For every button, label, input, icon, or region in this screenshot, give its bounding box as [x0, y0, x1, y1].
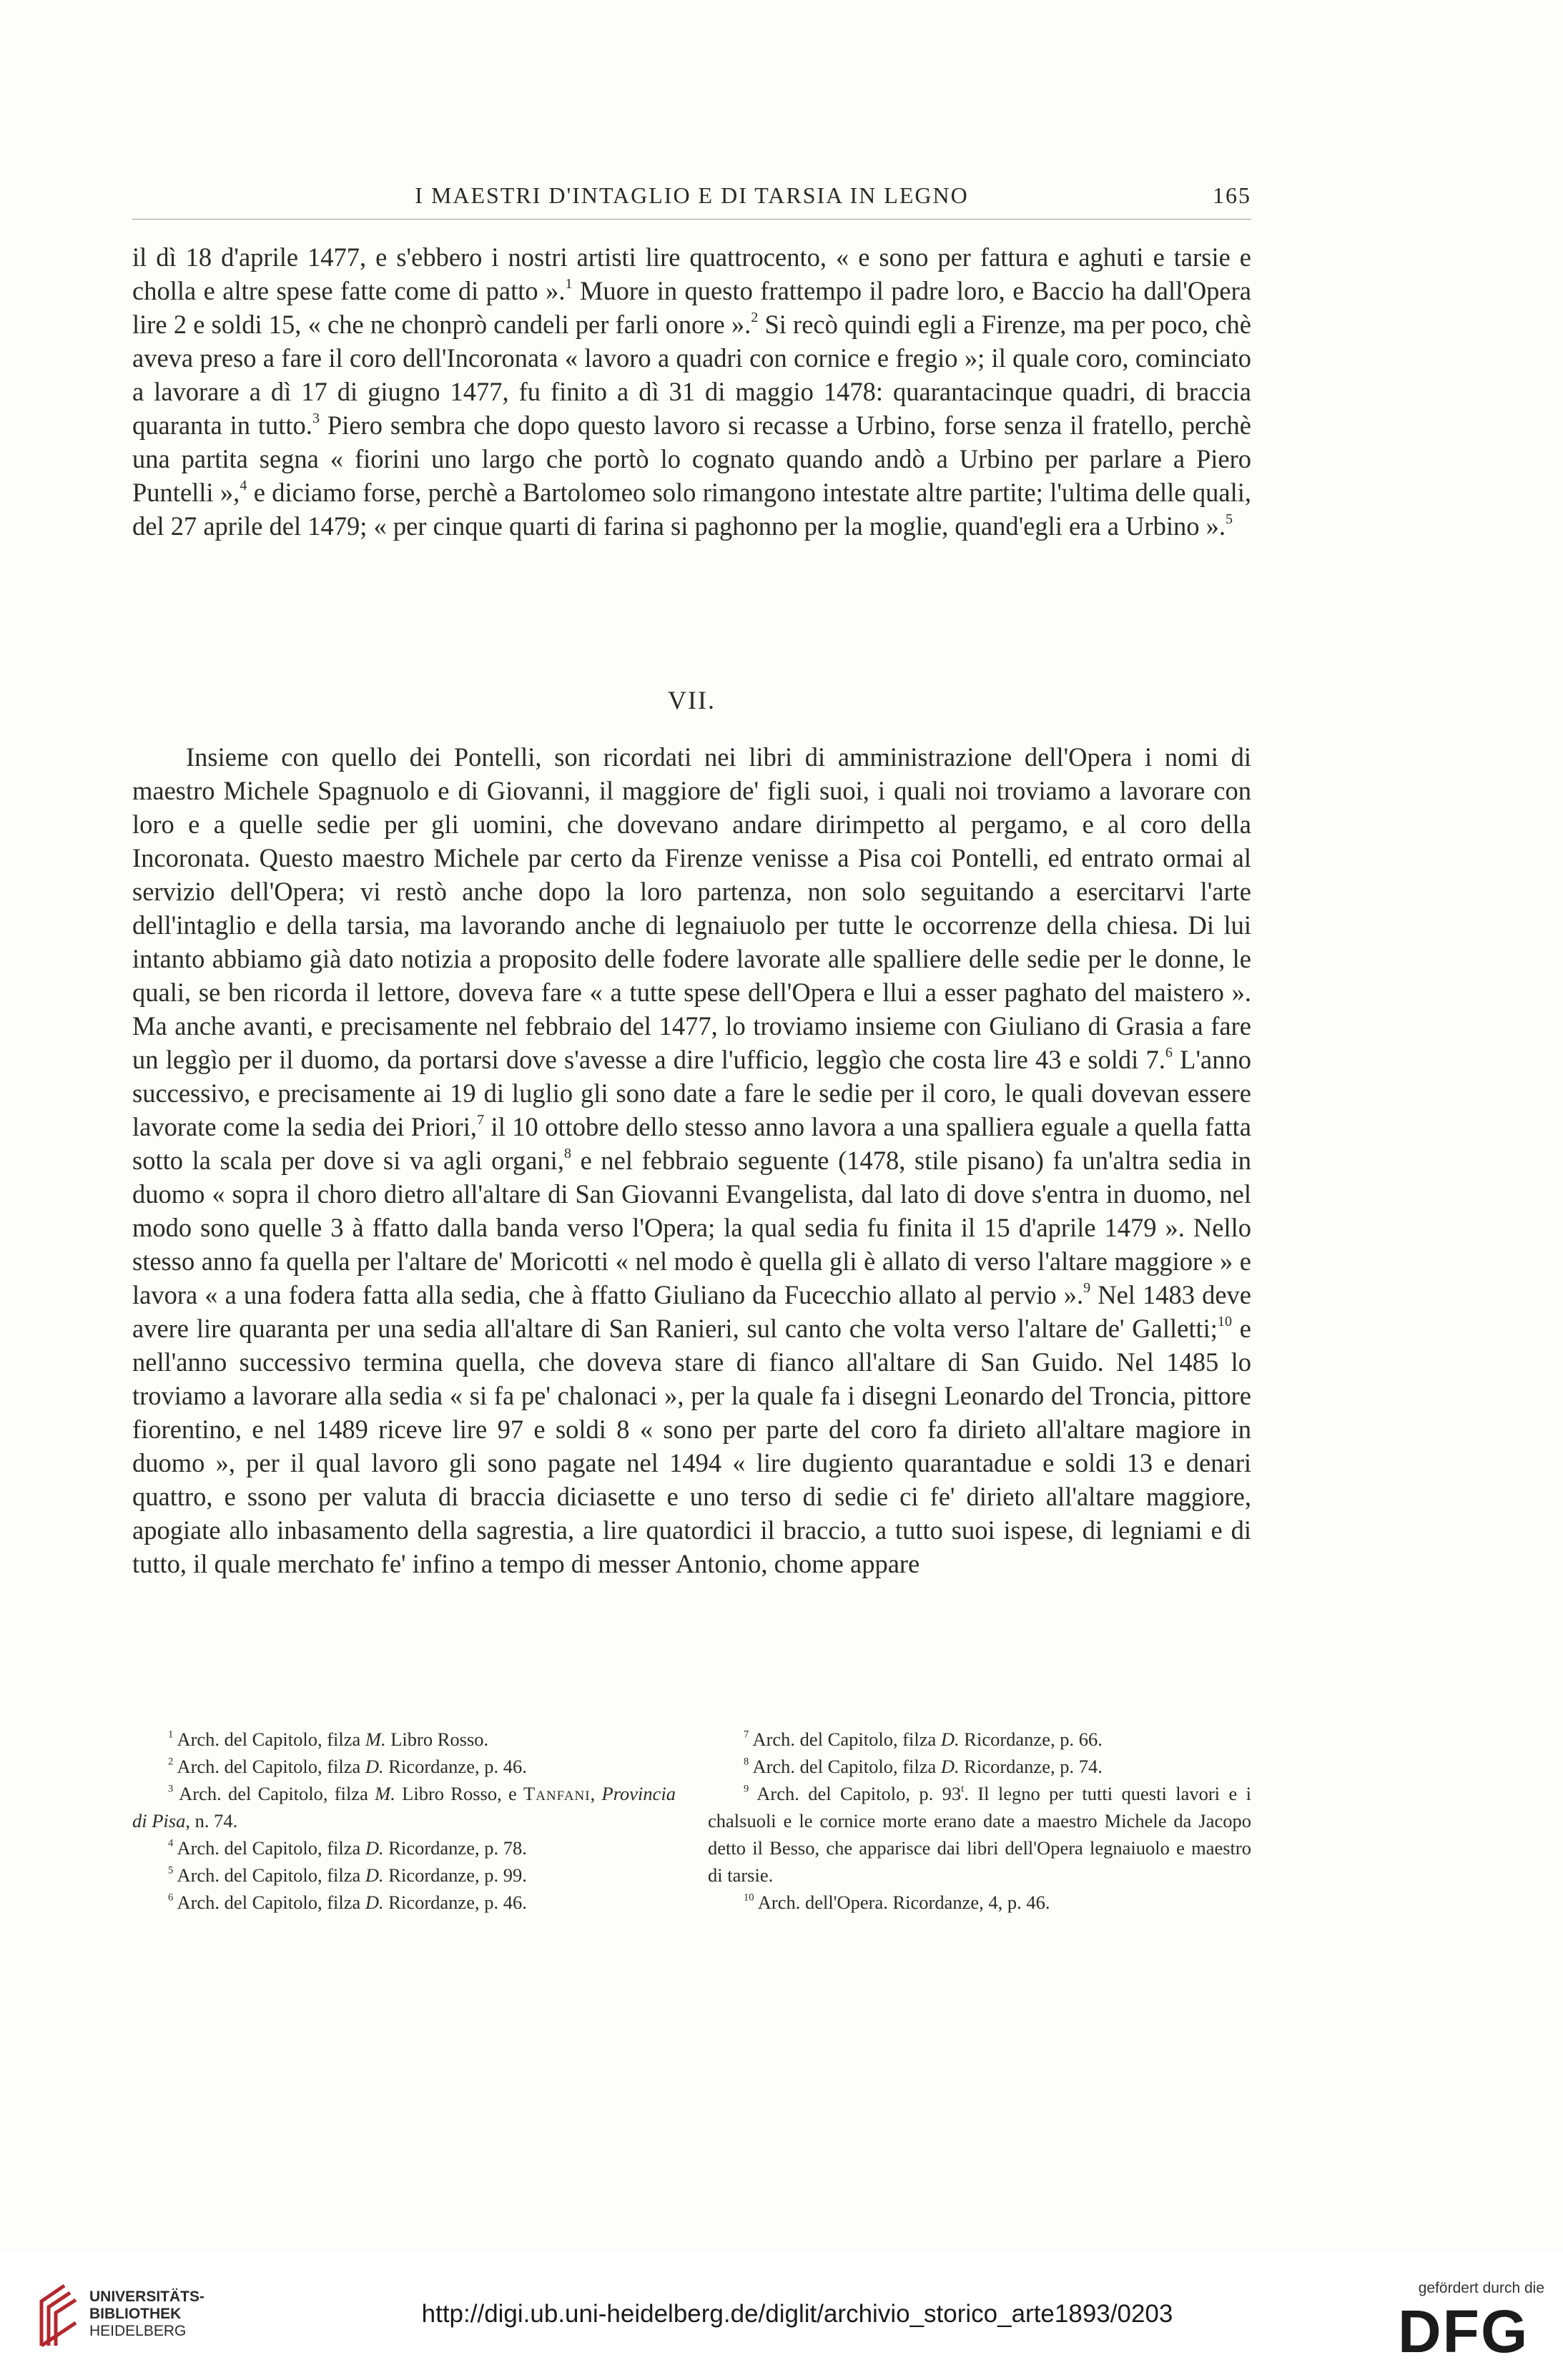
- footnote: [132, 1834, 676, 1862]
- footnote: [132, 1726, 676, 1753]
- paragraph-section-vii: [132, 740, 1251, 1580]
- footnote-ref: 6: [1165, 1044, 1173, 1061]
- source-url-link[interactable]: http://digi.ub.uni-heidelberg.de/diglit/archivio_storico_arte1893/0203: [421, 2300, 1173, 2328]
- footnote-text: ,: [590, 1783, 602, 1804]
- footnote-text: Ricordanze, p. 78.: [383, 1837, 527, 1859]
- footnote: [708, 1726, 1251, 1753]
- footnote-number: 9: [744, 1783, 749, 1795]
- footnote-number: 5: [168, 1864, 174, 1877]
- footnote-text: Arch. dell'Opera. Ricordanze, 4, p. 46.: [757, 1892, 1050, 1913]
- footnote: [708, 1780, 1251, 1889]
- footnote-text: Arch. del Capitolo, filza: [179, 1783, 375, 1804]
- digitization-footer: [0, 2253, 1563, 2380]
- library-name-line: UNIVERSITÄTS-: [89, 2288, 205, 2305]
- footnote-text: , n. 74.: [185, 1810, 238, 1831]
- footnote-italic: D.: [940, 1729, 960, 1750]
- footnote-text: Arch. del Capitolo, filza: [177, 1837, 365, 1859]
- text-run: Si recò quindi egli a Firenze, ma per poco, chè aveva preso a fare il coro dell'Incoronata « lavoro a quadri con cornice e fregio »; il quale coro, cominciato a lavorare a dì 17 di giugno 1477, fu finito a dì 31 di maggio 1478: quarantacinque quadri, di braccia quaranta in tutto.: [132, 310, 1251, 440]
- footnote-number: 1: [168, 1729, 174, 1741]
- footnote-text: Ricordanze, p. 99.: [383, 1864, 527, 1886]
- text-run: e nel febbraio seguente (1478, stile pisano) fa un'altra sedia in duomo « sopra il choro dietro all'altare di San Giovanni Evangelista, dal lato di dove s'entra in duomo, nel modo sono quelle 3 à ffatto dalla banda verso l'Opera; la qual sedia fu finita il 15 d'aprile 1479 ». Nello stesso anno fa quella per l'altare de' Moricotti « nel modo è quella gli è allato di verso l'altare maggiore » e lavora « a una fodera fatta alla sedia, che à ffatto Giuliano da Fucecchio allato al pervio ».: [132, 1146, 1251, 1309]
- footnote-italic: D.: [940, 1756, 960, 1777]
- text-run: Muore in questo frattempo il padre loro, e Baccio ha dall'Opera lire 2 e soldi 15, « che ne chonprò candeli per farli onore ».: [132, 276, 1251, 339]
- footnote-ref: 7: [477, 1111, 485, 1128]
- footnote-ref: 10: [1217, 1313, 1232, 1329]
- footnote-number: 7: [744, 1729, 749, 1741]
- footnote: [132, 1753, 676, 1780]
- library-name-line: BIBLIOTHEK: [89, 2306, 182, 2322]
- footnote-ref: 8: [563, 1145, 571, 1161]
- funded-by-label: gefördert durch die: [1418, 2280, 1544, 2296]
- text-run: e diciamo forse, perchè a Bartolomeo solo rimangono intestate altre partite; l'ultima delle quali, del 27 aprile del 1479; « per cinque quarti di farina si paghonno per la moglie, quand'egli era a Urbino ».: [132, 478, 1251, 541]
- footnote-ref: 9: [1083, 1279, 1091, 1296]
- footnote-ref: 3: [312, 410, 320, 426]
- library-logo-icon: [36, 2280, 82, 2351]
- text-run: Piero sembra che dopo questo lavoro si recasse a Urbino, forse senza il fratello, perchè una partita segna « fiorini uno largo che portò lo cognato quando andò a Urbino per parlare a Piero Puntelli »,: [132, 410, 1251, 507]
- footnote-text: Arch. del Capitolo, filza: [177, 1892, 365, 1913]
- footnote-italic: D.: [365, 1756, 384, 1777]
- footnote-text: Arch. del Capitolo, filza: [752, 1729, 941, 1750]
- footnote-superscript: t: [961, 1783, 965, 1795]
- footnote: [132, 1780, 676, 1834]
- footnote-italic: M.: [365, 1729, 386, 1750]
- footnote-text: Ricordanze, p. 46.: [383, 1892, 527, 1913]
- footnote-text: Ricordanze, p. 74.: [959, 1756, 1103, 1777]
- footnote-text: Ricordanze, p. 66.: [959, 1729, 1103, 1750]
- footnote-italic: Provincia di Pisa: [132, 1783, 676, 1831]
- text-run: e nell'anno successivo termina quella, che doveva stare di fianco all'altare di San Guido. Nel 1485 lo troviamo a lavorare alla sedia « si fa pe' chalonaci », per la quale fa i disegni Leonardo del Troncia, pittore fiorentino, e nel 1489 riceve lire 97 e soldi 8 « sono per parte del coro fa dirieto all'altare magiore in duomo », per il qual lavoro gli sono pagate nel 1494 « lire dugiento quarantadue e soldi 13 e denari quattro, e ssono per valuta di braccia diciasette e uno terso di sedie ci fe' dirieto all'altare maggiore, apogiate allo inbasamento della sagrestia, a lire quatordici il braccio, a tutto suoi ispese, di legniami e di tutto, il quale merchato fe' infino a tempo di messer Antonio, chome appare: [132, 1314, 1251, 1578]
- footnote-number: 8: [744, 1756, 749, 1768]
- footnote-text: Arch. del Capitolo, filza: [177, 1756, 365, 1777]
- text-run: Insieme con quello dei Pontelli, son ricordati nei libri di amministrazione dell'Opera i nomi di maestro Michele Spagnuolo e di Giovanni, il maggiore de' figli suoi, i quali noi troviamo a lavorare con loro e a quelle sedie per gli uomini, che dovevano andare dirimpetto al pergamo, e al coro della Incoronata. Questo maestro Michele par certo da Firenze venisse a Pisa coi Pontelli, ed entrato ormai al servizio dell'Opera; vi restò anche dopo la loro partenza, non solo seguitando a esercitarvi l'arte dell'intaglio e della tarsia, ma lavorando anche di legnaiuolo per tutte le occorrenze della chiesa. Di lui intanto abbiamo già dato notizia a proposito delle fodere lavorate alle spalliere delle sedie per le donne, le quali, se ben ricorda il lettore, doveva fare « a tutte spese dell'Opera e llui a esser paghato del maistero ». Ma anche avanti, e precisamente nel febbraio del 1477, lo troviamo insieme con Giuliano di Grasia a fare un leggìo per il duomo, da portarsi dove s'avesse a dire l'ufficio, leggìo che costa lire 43 e soldi 7.: [132, 742, 1251, 1074]
- dfg-logo: DFG: [1398, 2298, 1529, 2365]
- footnote-text: Libro Rosso, e: [395, 1783, 524, 1804]
- header-rule: [132, 219, 1251, 220]
- footnote-italic: M.: [375, 1783, 395, 1804]
- library-name: [89, 2288, 204, 2340]
- page-number: 165: [1213, 182, 1251, 208]
- footnote: [708, 1753, 1251, 1780]
- running-title: I MAESTRI D'INTAGLIO E DI TARSIA IN LEGNO: [415, 182, 969, 208]
- footnote-number: 6: [168, 1892, 174, 1904]
- footnote-text: Arch. del Capitolo, filza: [177, 1729, 365, 1750]
- library-name-line: HEIDELBERG: [89, 2323, 187, 2339]
- text-run: Nel 1483 deve avere lire quaranta per una sedia all'altare di San Ranieri, sul canto che volta verso l'altare de' Galletti;: [132, 1280, 1251, 1343]
- footnote-italic: D.: [365, 1864, 384, 1886]
- section-heading: VII.: [668, 686, 716, 714]
- footnote-ref: 5: [1225, 511, 1233, 527]
- footnote-italic: D.: [365, 1837, 384, 1859]
- footnote: [132, 1862, 676, 1889]
- text-run: L'anno successivo, e precisamente ai 19 di luglio gli sono date a fare le sedie per il coro, le quali dovevan essere lavorate come la sedia dei Priori,: [132, 1045, 1251, 1141]
- footnote-italic: D.: [365, 1892, 384, 1913]
- footnotes-right-column: [708, 1726, 1251, 1916]
- footnote-text: . Il legno per tutti questi lavori e i chalsuoli e le cornice morte erano date a maestro Michele da Jacopo detto il Besso, che apparisce dai libri dell'Opera legnaiuolo e maestro di tarsie.: [708, 1783, 1252, 1886]
- text-run: il dì 18 d'aprile 1477, e s'ebbero i nostri artisti lire quattrocento, « e sono per fattura e aghuti e tarsie e cholla e altre spese fatte come di patto ».: [132, 242, 1251, 305]
- footnote-number: 4: [168, 1837, 174, 1849]
- footnote-ref: 2: [751, 309, 759, 325]
- footnote-author: Tanfani: [523, 1783, 591, 1804]
- footnote-number: 10: [744, 1892, 754, 1904]
- paragraph-continued: [132, 240, 1251, 543]
- footnote-ref: 1: [565, 275, 573, 292]
- footnote-text: Arch. del Capitolo, filza: [177, 1864, 365, 1886]
- footnote: [132, 1889, 676, 1916]
- footnote-ref: 4: [240, 477, 247, 493]
- footnote-text: Libro Rosso.: [385, 1729, 489, 1750]
- footnote-number: 3: [168, 1783, 174, 1795]
- footnote-text: Arch. del Capitolo, p. 93: [756, 1783, 962, 1804]
- running-head: [132, 182, 1251, 218]
- footnote-text: Arch. del Capitolo, filza: [752, 1756, 941, 1777]
- footnote-number: 2: [168, 1756, 174, 1768]
- footnote-text: Ricordanze, p. 46.: [383, 1756, 527, 1777]
- footnote: [708, 1889, 1251, 1916]
- text-run: il 10 ottobre dello stesso anno lavora a una spalliera eguale a quella fatta sotto la scala per dove si va agli organi,: [132, 1112, 1251, 1175]
- footnotes-left-column: [132, 1726, 676, 1916]
